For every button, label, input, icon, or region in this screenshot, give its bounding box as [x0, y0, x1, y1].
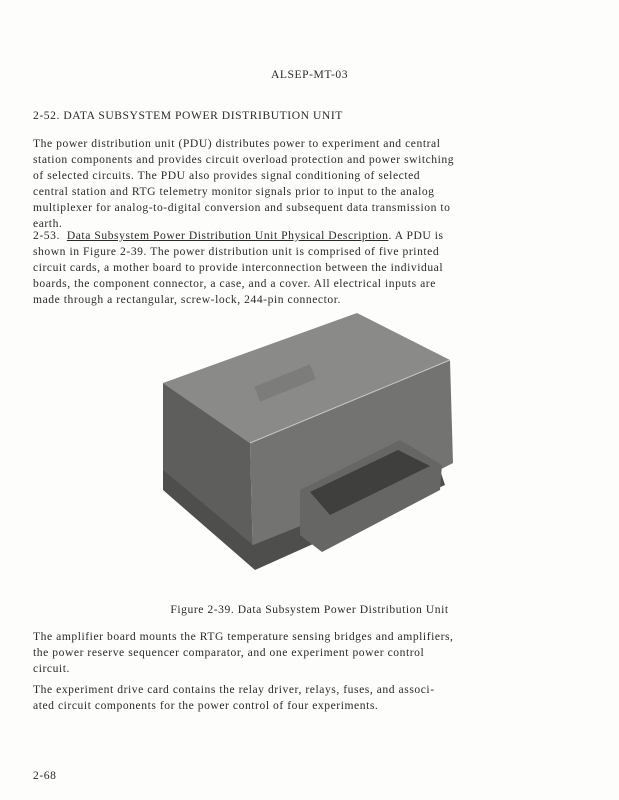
text-fragment: . A PDU is — [388, 229, 444, 242]
text-line: multiplexer for analog-to-digital conversion and subsequent data transmission to — [33, 201, 451, 214]
text-line: circuit. — [33, 662, 70, 675]
text-line: The amplifier board mounts the RTG temperature sensing bridges and amplifiers, — [33, 630, 454, 643]
text-line: boards, the component connector, a case, and a cover. All electrical inputs are — [33, 277, 436, 290]
section-heading-2-52: 2-52. DATA SUBSYSTEM POWER DISTRIBUTION UNIT — [33, 109, 343, 122]
text-line: circuit cards, a mother board to provide interconnection between the individual — [33, 261, 444, 274]
text-line: shown in Figure 2-39. The power distribution unit is comprised of five printed — [33, 245, 440, 258]
text-line: ated circuit components for the power control of four experiments. — [33, 699, 379, 712]
text-line: earth. — [33, 217, 63, 230]
text-line: of selected circuits. The PDU also provides signal conditioning of selected — [33, 169, 421, 182]
text-line: The experiment drive card contains the relay driver, relays, fuses, and associ- — [33, 683, 435, 696]
text-line: The power distribution unit (PDU) distributes power to experiment and central — [33, 137, 441, 150]
pdu-photo — [150, 300, 470, 580]
figure-caption: Figure 2-39. Data Subsystem Power Distribution Unit — [170, 603, 449, 616]
document-id: ALSEP-MT-03 — [270, 68, 349, 81]
section-title: Data Subsystem Power Distribution Unit Physical Description — [66, 229, 389, 242]
text-line — [33, 229, 444, 243]
text-line: station components and provides circuit overload protection and power switching — [33, 153, 455, 166]
text-line: made through a rectangular, screw-lock, 244-pin connector. — [33, 293, 341, 306]
section-number: 2-53. — [33, 229, 60, 242]
text-line: the power reserve sequencer comparator, and one experiment power control — [33, 646, 425, 659]
text-line: central station and RTG telemetry monitor signals prior to input to the analog — [33, 185, 435, 198]
page-number: 2-68 — [33, 769, 57, 782]
